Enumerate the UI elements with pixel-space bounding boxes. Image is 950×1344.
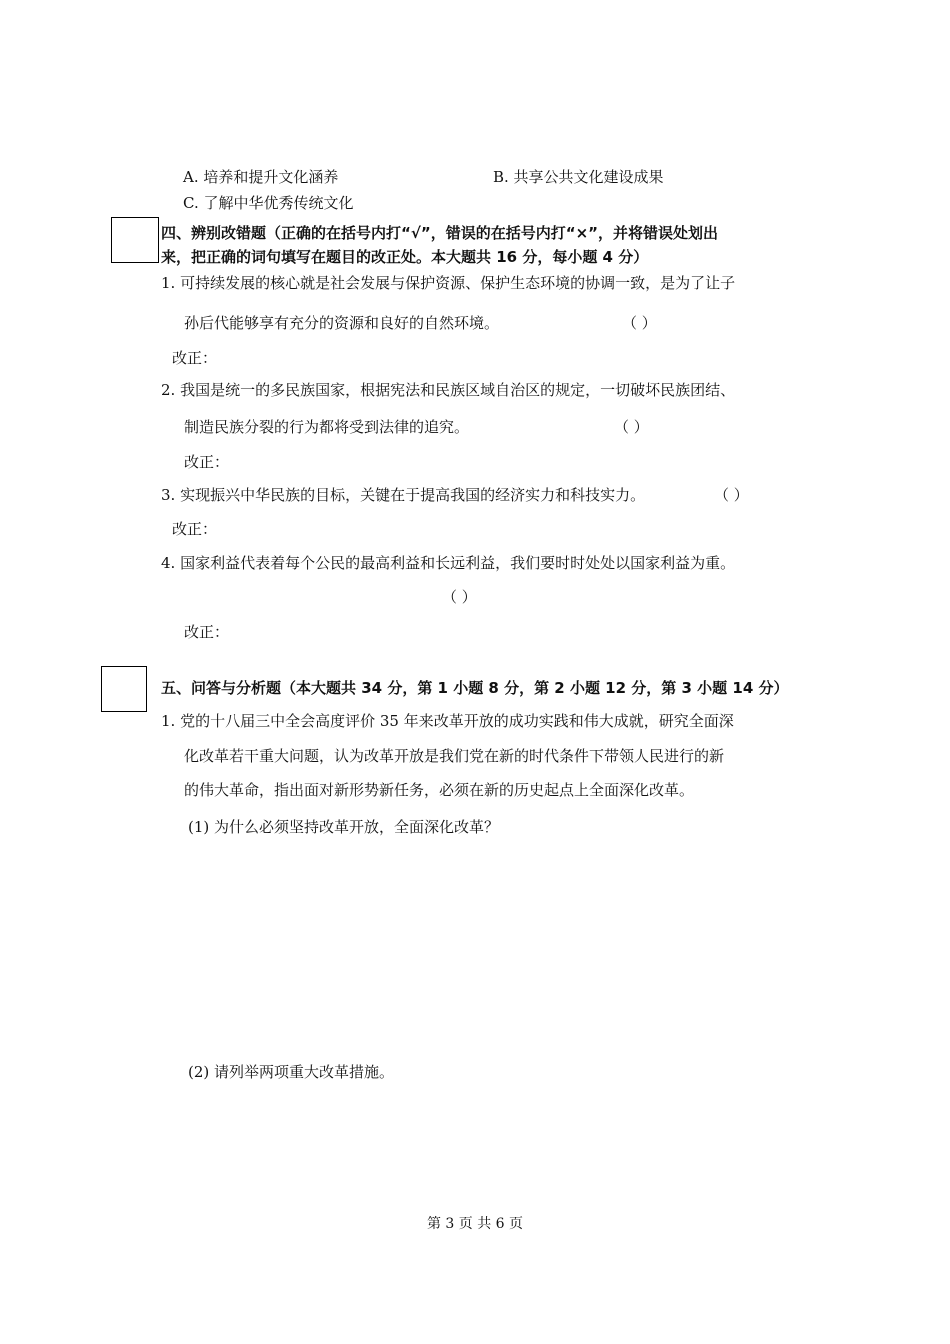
section4-q1-line2: 孙后代能够享有充分的资源和良好的自然环境。	[184, 314, 500, 332]
option-c: C. 了解中华优秀传统文化	[183, 194, 354, 212]
page-number: 第 3 页 共 6 页	[426, 1216, 524, 1232]
section5-sub2: (2) 请列举两项重大改革措施。	[188, 1063, 395, 1081]
section4-q2-line1: 2. 我国是统一的多民族国家，根据宪法和民族区域自治区的规定，一切破坏民族团结、	[161, 381, 736, 399]
section4-q3-correction: 改正：	[172, 520, 218, 538]
option-a: A. 培养和提升文化涵养	[183, 168, 339, 186]
section5-q1-line1: 1. 党的十八届三中全会高度评价 35 年来改革开放的成功实践和伟大成就，研究全面深	[161, 712, 734, 730]
section4-heading-line2: 来，把正确的词句填写在题目的改正处。本大题共 16 分，每小题 4 分）	[161, 248, 649, 266]
section4-q1-line1: 1. 可持续发展的核心就是社会发展与保护资源、保护生态环境的协调一致，是为了让子	[161, 274, 736, 292]
section4-q4-paren: （ ）	[442, 588, 477, 606]
section4-q1-correction: 改正：	[172, 349, 218, 367]
section5-q1-line3: 的伟大革命，指出面对新形势新任务，必须在新的历史起点上全面深化改革。	[184, 781, 695, 799]
section4-q4-line1: 4. 国家利益代表着每个公民的最高利益和长远利益，我们要时时处处以国家利益为重。	[161, 554, 736, 572]
section4-q2-line2: 制造民族分裂的行为都将受到法律的追究。	[184, 418, 470, 436]
section4-q4-correction: 改正：	[184, 623, 230, 641]
section4-q2-correction: 改正：	[184, 453, 230, 471]
section4-heading-line1: 四、辨别改错题（正确的在括号内打“√”，错误的在括号内打“×”，并将错误处划出	[161, 224, 719, 242]
section4-q3-line1: 3. 实现振兴中华民族的目标，关键在于提高我国的经济实力和科技实力。	[161, 486, 646, 504]
score-box-section5	[101, 666, 147, 712]
score-box-section4	[111, 217, 159, 263]
section5-sub1: (1) 为什么必须坚持改革开放，全面深化改革？	[188, 818, 500, 836]
section4-q1-paren: （ ）	[622, 314, 657, 332]
section5-q1-line2: 化改革若干重大问题，认为改革开放是我们党在新的时代条件下带领人民进行的新	[184, 747, 725, 765]
section4-q3-paren: （ ）	[714, 486, 749, 504]
option-b: B. 共享公共文化建设成果	[493, 168, 664, 186]
section4-q2-paren: （ ）	[614, 418, 649, 436]
section5-heading: 五、问答与分析题（本大题共 34 分，第 1 小题 8 分，第 2 小题 12 分，第 3 小题 14 分）	[161, 679, 789, 697]
